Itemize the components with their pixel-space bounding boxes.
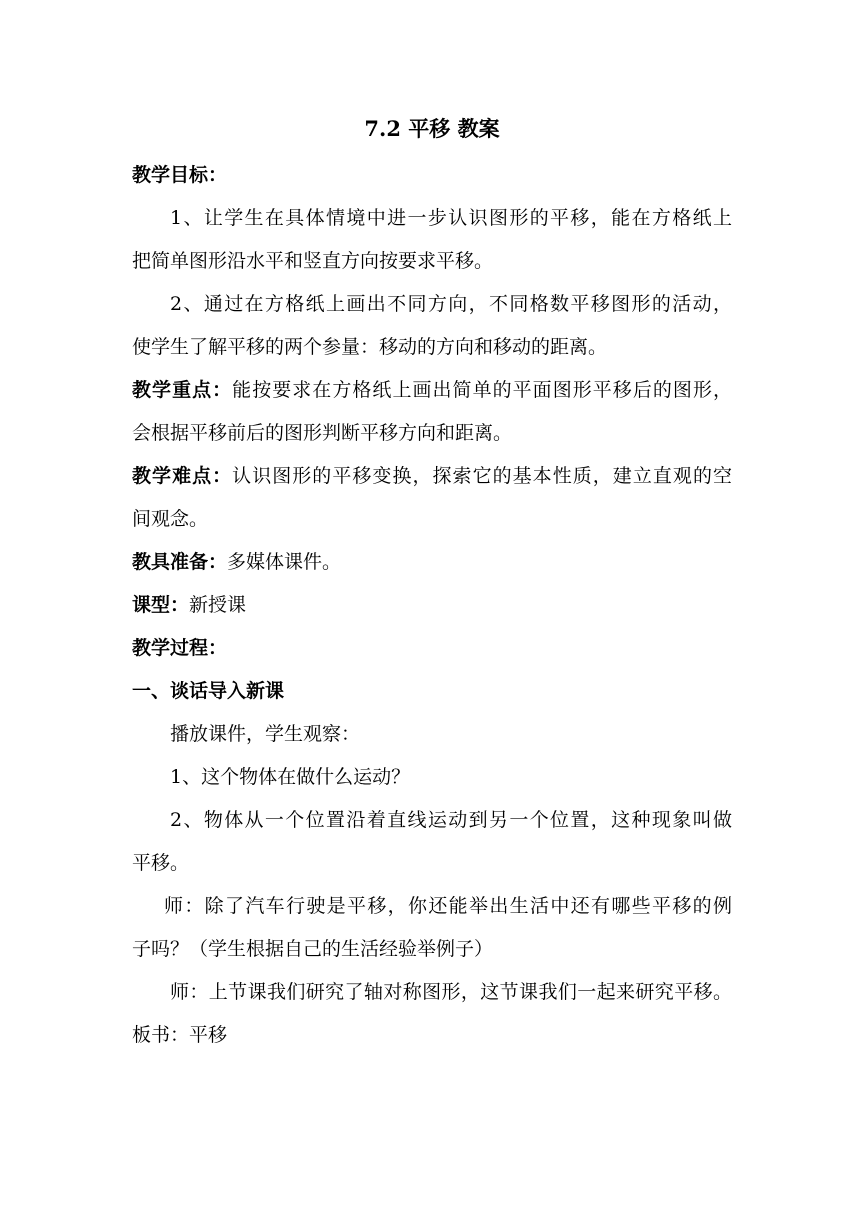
keypoint-line-2: 会根据平移前后的图形判断平移方向和距离。 <box>132 422 513 444</box>
difficulty-text: 认识图形的平移变换，探索它的基本性质，建立直观的空 <box>232 465 732 487</box>
type-label: 课型： <box>132 594 190 616</box>
paragraph-teacher-2-line-1: 师：上节课我们研究了轴对称图形，这节课我们一起来研究平移。 <box>170 981 732 1003</box>
document-title: 7.2 平移 教案 <box>364 116 500 141</box>
paragraph-question-1: 1、这个物体在做什么运动？ <box>170 766 411 788</box>
keypoint-label: 教学重点： <box>132 379 233 401</box>
paragraph-question-2-line-2: 平移。 <box>132 852 190 874</box>
prep-text: 多媒体课件。 <box>227 551 342 573</box>
keypoint-line-1 <box>132 369 732 412</box>
type-text: 新授课 <box>189 594 247 616</box>
process-heading: 教学过程： <box>132 637 228 659</box>
keypoint-text: 能按要求在方格纸上画出简单的平面图形平移后的图形， <box>232 379 732 401</box>
paragraph-teacher-1-line-1: 师：除了汽车行驶是平移，你还能举出生活中还有哪些平移的例 <box>164 895 732 917</box>
document-page <box>132 110 732 1057</box>
difficulty-label: 教学难点： <box>132 465 233 487</box>
objective-2-line-1: 2、通过在方格纸上画出不同方向，不同格数平移图形的活动， <box>170 293 732 315</box>
paragraph-play-courseware: 播放课件，学生观察： <box>170 723 361 745</box>
section-1-heading: 一、谈话导入新课 <box>132 680 285 702</box>
paragraph-question-2-line-1: 2、物体从一个位置沿着直线运动到另一个位置，这种现象叫做 <box>170 809 732 831</box>
paragraph-teacher-1-line-2: 子吗？（学生根据自己的生活经验举例子） <box>132 938 494 960</box>
type-line <box>132 584 732 627</box>
prep-label: 教具准备： <box>132 551 228 573</box>
paragraph-teacher-2-line-2: 板书：平移 <box>132 1024 228 1046</box>
prep-line <box>132 541 732 584</box>
objective-1-line-2: 把简单图形沿水平和竖直方向按要求平移。 <box>132 250 494 272</box>
difficulty-line-2: 间观念。 <box>132 508 209 530</box>
difficulty-line-1 <box>132 455 732 498</box>
objectives-heading: 教学目标： <box>132 164 228 186</box>
objective-1-line-1: 1、让学生在具体情境中进一步认识图形的平移，能在方格纸上 <box>170 207 732 229</box>
objective-2-line-2: 使学生了解平移的两个参量：移动的方向和移动的距离。 <box>132 336 608 358</box>
